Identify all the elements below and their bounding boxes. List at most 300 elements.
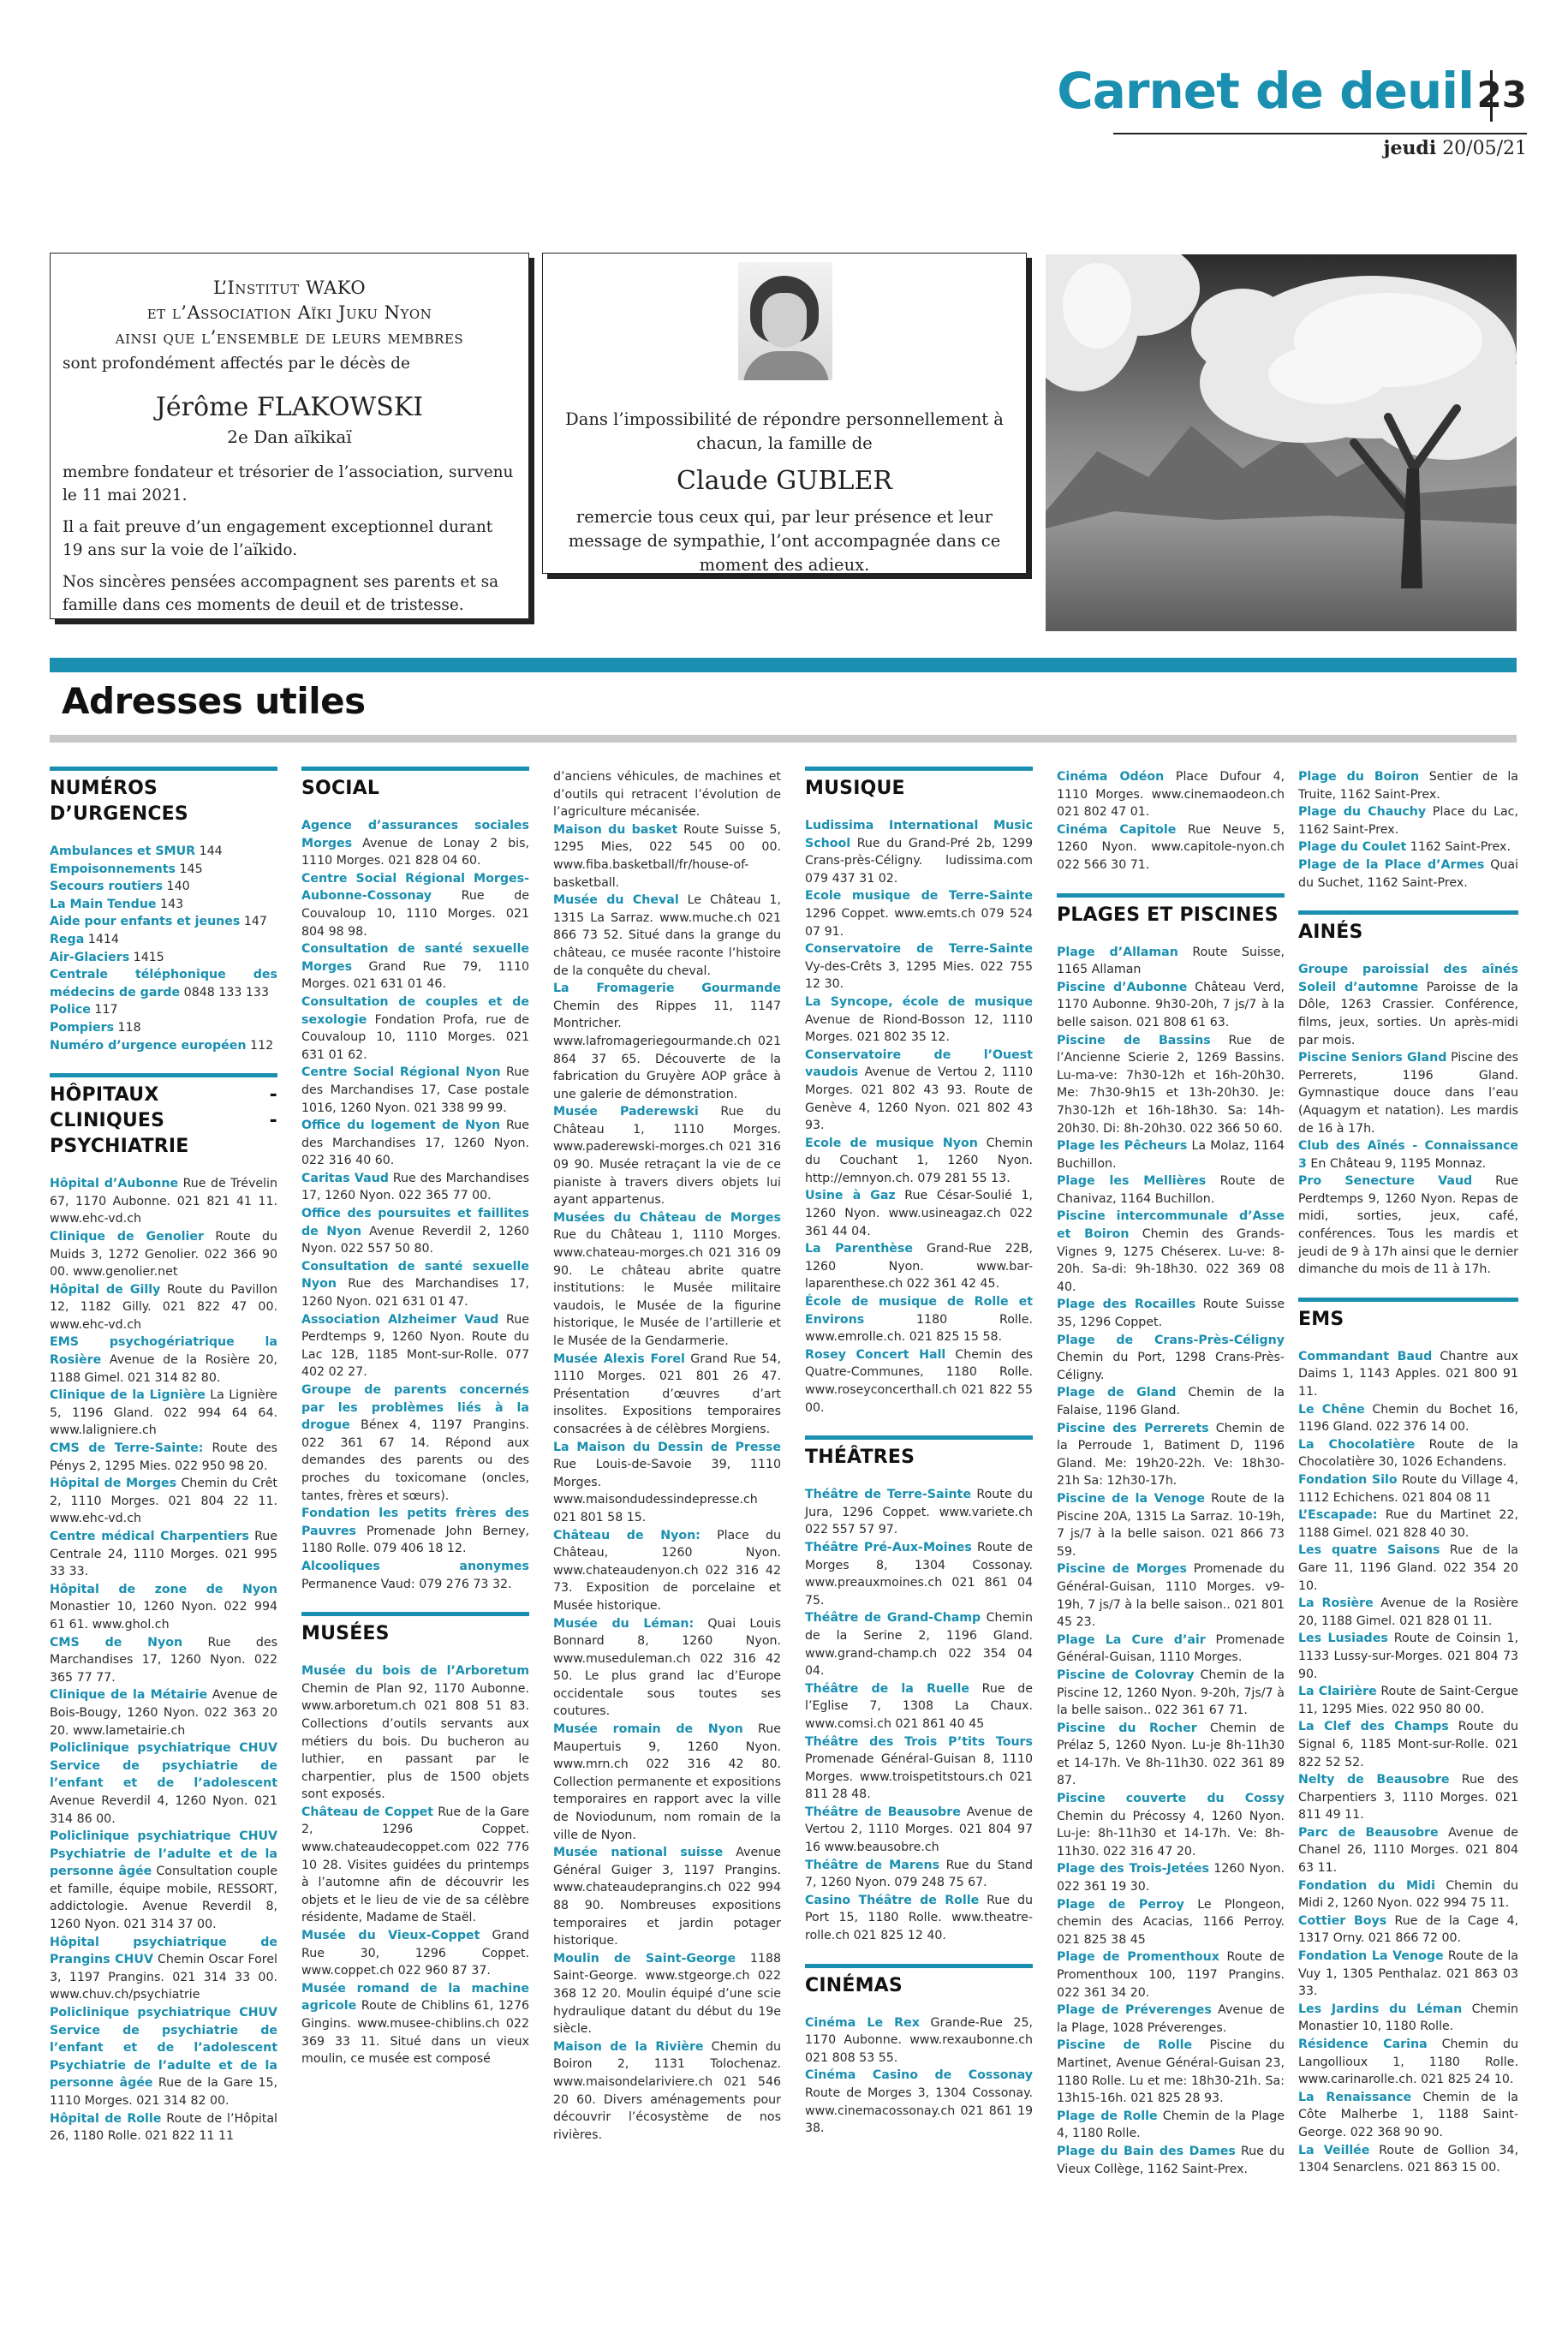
header-date	[1383, 137, 1527, 159]
entry-details: Chemin de la Serine 2, 1196 Gland. www.grand-champ.ch 022 354 04 04.	[805, 1611, 1034, 1679]
entry-details: Chemin des Rippes 11, 1147 Montricher. www.lafromageriegourmande.ch 021 864 37 65. Découverte de la fabrication du Gruyère AOP grâce à une galerie de démonstration.	[553, 999, 781, 1101]
entry-name: Plage du Boiron	[1298, 770, 1420, 784]
entry-details: Route du Signal 6, 1185 Mont-sur-Rolle. 021 822 52 52.	[1298, 1720, 1519, 1769]
list-item	[805, 1187, 1033, 1240]
entry-details: Avenue de Chanel 26, 1110 Morges. 021 804 63 11.	[1298, 1825, 1519, 1876]
entry-details: Avenue de Bois-Bougy, 1260 Nyon. 022 363 20 20. www.lametairie.ch	[50, 1688, 277, 1738]
entry-name: Piscine de Rolle	[1057, 2038, 1193, 2053]
column-6	[1298, 768, 1518, 2177]
entry-details: Promenade Général-Guisan 8, 1110 Morges. www.troispetitstours.ch 021 811 28 48.	[805, 1752, 1033, 1802]
entry-details: Grand Rue 79, 1110 Morges. 021 631 01 46.	[301, 959, 529, 992]
list-item	[50, 1334, 277, 1387]
entry-name: Ecole musique de Terre-Sainte	[805, 889, 1033, 904]
entry-details: 1296 Coppet. www.emts.ch 079 524 07 91.	[805, 906, 1033, 939]
list-item	[1057, 1032, 1285, 1138]
entry-name: Usine à Gaz	[805, 1189, 896, 1203]
entry-name: Piscine de Colovray	[1057, 1668, 1195, 1682]
entry-details: Chemin du Bochet 16, 1196 Gland. 022 376 14 00.	[1298, 1402, 1518, 1435]
entry-details: Quai du Suchet, 1162 Saint-Prex.	[1298, 857, 1518, 890]
list-item	[50, 1828, 277, 1934]
entry-details: Rue de l’Ancienne Scierie 2, 1269 Bassins. Lu-ma-ve: 7h30-12h et 16h-20h30. Me: 7h30-9h15 et 13h-20h30. Je: 7h30-12h et 16h-18h30. Sa: 14h-20h30. Di: 8h-20h30. 022 366 50 60.	[1057, 1033, 1285, 1136]
list-item	[50, 2004, 277, 2110]
entry-name: Plage de Promenthoux	[1057, 1950, 1219, 1965]
list-item	[553, 1439, 781, 1527]
list-item	[805, 1539, 1033, 1609]
list-item	[50, 1387, 277, 1440]
entry-name: Piscine de Bassins	[1057, 1033, 1211, 1047]
column-2	[301, 767, 529, 2068]
entry-name: La Clef des Champs	[1298, 1720, 1449, 1734]
blossom-tree-photo	[1046, 254, 1517, 631]
entry-name: Musée national suisse	[553, 1846, 724, 1860]
entry-name: Piscine d’Aubonne	[1057, 980, 1188, 994]
list-item	[805, 1680, 1033, 1733]
entry-name: Plage du Coulet	[1298, 840, 1407, 855]
list-item	[301, 1205, 529, 1258]
list-item	[50, 1228, 277, 1281]
list-item	[805, 1293, 1033, 1346]
entry-details: Avenue Reverdil 4, 1260 Nyon. 021 314 86 00.	[50, 1793, 277, 1826]
entry-details: Chemin Monastier 10, 1180 Rolle.	[1298, 2002, 1519, 2034]
list-item	[1057, 821, 1285, 874]
entry-details: Avenue de Riond-Bosson 12, 1110 Morges. 021 802 35 12.	[805, 1012, 1033, 1045]
obituary-notice-flakowski	[50, 253, 529, 619]
entry-details: Chemin de Prélaz 5, 1260 Nyon. Lu-je 8h-11h30 et 14-17h. Ve 8h-11h30. 022 361 89 87.	[1057, 1721, 1285, 1788]
list-item	[301, 1980, 529, 2068]
entry-details: 147	[240, 915, 267, 929]
list-musees-continued	[553, 768, 781, 2144]
list-item	[805, 993, 1033, 1047]
entry-name: Empoisonnements	[50, 862, 176, 876]
entry-name: Fondation Silo	[1298, 1473, 1398, 1487]
entry-details: Piscine du Martinet, Avenue Général-Guisan 23, 1180 Rolle. Lu et me: 18h30-21h. Sa: 13h15-16h. 021 825 28 93.	[1057, 2038, 1285, 2106]
entry-name: Policlinique psychiatrique CHUV Service de psychiatrie de l’enfant et de l’adolescent Psychiatrie de l’adulte et de la personne âgée	[50, 2006, 277, 2091]
header-day: jeudi	[1383, 137, 1437, 159]
entry-details: Rue des Marchandises 17, 1260 Nyon. 022 365 77 00.	[301, 1171, 529, 1203]
entry-details: Rue Centrale 24, 1110 Morges. 021 995 33 33.	[50, 1530, 278, 1579]
entry-name: Musée du Cheval	[553, 893, 679, 908]
entry-name: Rosey Concert Hall	[805, 1347, 946, 1362]
entry-details: Rue du Grand-Pré 2b, 1299 Crans-près-Céligny. ludissima.com 079 437 31 02.	[805, 836, 1033, 886]
entry-name: Pro Senecture Vaud	[1298, 1174, 1473, 1189]
entry-details: Promenade du Général-Guisan, 1110 Morges. v9-19h, 7 js/7 à la belle saison.. 021 801 45 23.	[1057, 1562, 1285, 1630]
entry-name: La Fromagerie Gourmande	[553, 982, 781, 996]
list-item	[1298, 1824, 1518, 1877]
entry-details: Avenue de Lonay 2 bis, 1110 Morges. 021 828 04 60.	[301, 836, 529, 868]
entry-name: Fondation les petits frères des Pauvres	[301, 1507, 529, 1538]
entry-details: Avenue Reverdil 2, 1260 Nyon. 022 557 50 80.	[301, 1224, 529, 1256]
notice-subtitle: 2e Dan aïkikaï	[227, 427, 352, 447]
entry-name: Plage du Chauchy	[1298, 805, 1427, 820]
entry-details: Avenue Général Guiger 3, 1197 Prangins. www.chateaudeprangins.ch 022 994 88 90. Nombreuses expositions temporaires et jardin potager historique.	[553, 1846, 781, 1948]
list-item	[1298, 768, 1518, 803]
entry-name: Théâtre des Trois P’tits Tours	[805, 1734, 1033, 1749]
list-item	[805, 1804, 1033, 1857]
list-item	[805, 1047, 1033, 1135]
list-item	[1298, 2036, 1518, 2089]
entry-name: Le Chêne	[1298, 1402, 1365, 1417]
entry-details: 1180 Rolle. www.emrolle.ch. 021 825 15 58.	[805, 1312, 1033, 1345]
entry-name: Numéro d’urgence européen	[50, 1038, 247, 1053]
entry-details: Route de Gollion 34, 1304 Senarclens. 021 863 15 00.	[1298, 2143, 1518, 2175]
entry-name: La Renaissance	[1298, 2090, 1412, 2104]
list-item	[50, 861, 277, 879]
list-item	[301, 1381, 529, 1505]
list-item	[1298, 838, 1518, 856]
list-item	[1057, 1560, 1285, 1631]
entry-details: La Molaz, 1164 Buchillon.	[1057, 1139, 1285, 1171]
entry-details: Route du Village 4, 1112 Echichens. 021 804 08 11	[1298, 1473, 1518, 1505]
list-item	[553, 892, 781, 980]
entry-details: Avenue de Vertou 2, 1110 Morges. 021 802 43 93. Route de Genève 4, 1260 Nyon. 021 802 43 93.	[805, 1065, 1033, 1133]
list-item	[50, 1001, 277, 1019]
list-item	[1057, 1790, 1285, 1860]
list-cinemas-continued	[1057, 768, 1285, 874]
entry-details: Chemin du Langolliouх 1, 1180 Rolle. www.carinarolle.ch. 021 825 24 10.	[1298, 2038, 1518, 2087]
list-item	[1057, 768, 1285, 821]
entry-details: Route de Morges 3, 1304 Cossonay. www.cinemacossonay.ch 021 861 19 38.	[805, 2086, 1033, 2136]
entry-details: 117	[90, 1003, 118, 1017]
list-item	[805, 1609, 1033, 1680]
list-item	[805, 1135, 1033, 1188]
entry-name: Police	[50, 1003, 91, 1017]
entry-name: Casino Théâtre de Rolle	[805, 1893, 980, 1907]
entry-name: Musée romain de Nyon	[553, 1722, 743, 1737]
list-aines	[1298, 961, 1518, 1279]
entry-details: Route de la Chocolatière 30, 1026 Echandens.	[1298, 1437, 1518, 1470]
list-item	[301, 1117, 529, 1170]
list-item	[553, 1615, 781, 1721]
entry-name: Les Lusiades	[1298, 1632, 1388, 1646]
list-item	[50, 966, 277, 1001]
list-item	[50, 1686, 277, 1739]
notice-name: Jérôme FLAKOWSKI	[155, 392, 424, 422]
entry-name: Plage de Perroy	[1057, 1897, 1184, 1912]
entry-details: Rue des Charpentiers 3, 1110 Morges. 021 811 49 11.	[1298, 1773, 1518, 1823]
list-item	[50, 878, 277, 896]
list-ems	[1298, 1348, 1518, 2177]
list-cinemas	[805, 2014, 1033, 2138]
entry-name: La Syncope, école de musique	[805, 994, 1033, 1009]
entry-details: Rue de la Gare 2, 1296 Coppet. www.chateaudecoppet.com 022 776 10 28. Visites guidées du printemps à l’automne afin de découvrir les objets et le lieu de vie de sa célèbre résidente, Madame de Staël.	[301, 1805, 529, 1925]
list-musees	[301, 1662, 529, 2068]
notice-paragraph-2: Il a fait preuve d’un engagement exceptionnel durant 19 ans sur la voie de l’aïkido.	[63, 518, 493, 559]
entry-details: Rue Perdtemps 9, 1260 Nyon. Route du Lac 12B, 1185 Mont-sur-Rolle. 077 402 02 27.	[301, 1312, 529, 1380]
list-item	[50, 1475, 277, 1528]
column-5	[1057, 768, 1285, 2178]
entry-details: Promenade Général-Guisan, 1110 Morges.	[1057, 1632, 1285, 1665]
entry-details: La Lignière 5, 1196 Gland. 022 994 64 64. www.laligniere.ch	[50, 1388, 277, 1438]
list-item	[1057, 1420, 1285, 1490]
entry-name: Plage de Crans-Près-Céligny	[1057, 1333, 1285, 1347]
entry-name: Musée du Vieux-Coppet	[301, 1929, 480, 1943]
entry-details: Chemin de Plan 92, 1170 Aubonne. www.arboretum.ch 021 808 51 83. Collections d’outils servants aux métiers du bois. Du bucheron au luthier, en passant par le charpentier, plus de 1500 objets sont exposés.	[301, 1681, 529, 1802]
entry-name: Pompiers	[50, 1020, 115, 1035]
entry-details: Route des Pénys 2, 1295 Mies. 022 950 98 20.	[50, 1441, 277, 1473]
list-item	[805, 887, 1033, 940]
entry-name: Théâtre de Terre-Sainte	[805, 1488, 971, 1502]
entry-details: Le Château 1, 1315 La Sarraz. www.muche.ch 021 866 73 52. Situé dans la grange du château, ce musée raconte l’histoire de la conquête du cheval.	[553, 893, 781, 978]
entry-details: Route de la Vuy 1, 1305 Penthalaz. 021 863 03 33.	[1298, 1949, 1518, 1999]
entry-name: Théâtre de Marens	[805, 1858, 940, 1872]
entry-name: L’Escapade:	[1298, 1508, 1378, 1523]
list-item	[1298, 1436, 1518, 1471]
list-item	[1057, 1720, 1285, 1790]
entry-details: Rue des Marchandises 17, 1260 Nyon. 022 365 77 77.	[50, 1635, 277, 1685]
entry-name: Plage de Gland	[1057, 1386, 1177, 1400]
entry-name: Ambulances et SMUR	[50, 844, 196, 858]
list-urgences	[50, 843, 277, 1054]
thanks-text	[555, 408, 1014, 577]
entry-details: Route de Chanivaz, 1164 Buchillon.	[1057, 1174, 1285, 1206]
entry-name: Plage du Bain des Dames	[1057, 2144, 1236, 2158]
header-rule	[1113, 133, 1527, 134]
entry-details: Avenue de Vertou 2, 1110 Morges. 021 804 97 16 www.beausobre.ch	[805, 1805, 1034, 1855]
entry-name: Cinéma Odéon	[1057, 770, 1165, 784]
page-header	[0, 0, 1568, 171]
entry-name: Piscine Seniors Gland	[1298, 1051, 1447, 1065]
entry-name: Résidence Carina	[1298, 2038, 1428, 2051]
entry-name: Consultation de santé sexuelle Nyon	[301, 1259, 529, 1292]
entry-name: Consultation de couples et de sexologie	[301, 994, 529, 1027]
list-item	[1298, 1049, 1518, 1137]
list-item	[1298, 1595, 1518, 1630]
entry-name: Consultation de santé sexuelle Morges	[301, 942, 529, 974]
entry-name: La Clairière	[1298, 1685, 1377, 1699]
list-item	[1298, 2142, 1518, 2177]
list-item	[553, 1103, 781, 1209]
thanks-name: Claude GUBLER	[677, 466, 892, 496]
heading-ems: EMS	[1298, 1298, 1518, 1333]
entry-details: 140	[163, 880, 190, 894]
entry-name: Nelty de Beausobre	[1298, 1773, 1450, 1787]
entry-name: Hôpital de Rolle	[50, 2111, 162, 2126]
entry-name: Aide pour enfants et jeunes	[50, 915, 241, 929]
entry-name: Piscine des Perrerets	[1057, 1421, 1209, 1435]
entry-name: Ecole de musique Nyon	[805, 1136, 978, 1150]
list-item	[1298, 1948, 1518, 2001]
entry-name: Les quatre Saisons	[1298, 1543, 1440, 1558]
entry-details: Chemin Oscar Forel 3, 1197 Prangins. 021 314 33 00. www.chuv.ch/psychiatrie	[50, 1953, 277, 2002]
list-item	[805, 940, 1033, 993]
entry-name: Centre Social Régional Morges-Aubonne-Cossonay	[301, 871, 529, 904]
entry-name: Cinéma Capitole	[1057, 822, 1177, 837]
entry-name: Plage de la Place d’Armes	[1298, 857, 1485, 872]
list-item	[805, 2067, 1033, 2137]
entry-details: Route Suisse 5, 1295 Mies, 022 545 00 00. www.fiba.basketball/fr/house-of-basketball.	[553, 822, 782, 890]
entry-name: Caritas Vaud	[301, 1171, 389, 1185]
list-item	[1298, 1630, 1518, 1683]
entry-details: Place du Château, 1260 Nyon. www.chateaudenyon.ch 022 316 42 73. Exposition de porcelaine et Musée historique.	[553, 1528, 781, 1613]
entry-details: Rue de la Cage 4, 1317 Orny. 021 866 72 00.	[1298, 1913, 1518, 1946]
list-item	[1298, 1877, 1518, 1912]
list-item	[1298, 856, 1518, 892]
list-item	[301, 1258, 529, 1311]
entry-name: Conservatoire de Terre-Sainte	[805, 942, 1033, 957]
list-item	[1298, 1348, 1518, 1401]
list-item	[805, 1892, 1033, 1945]
header-date-value: 20/05/21	[1442, 138, 1527, 159]
heading-musees: MUSÉES	[301, 1612, 529, 1647]
entry-name: Piscine de Morges	[1057, 1562, 1187, 1577]
entry-details: Route de la Piscine 20A, 1315 La Sarraz. 10-19h, 7 js/7 à la belle saison. 021 866 73 59.	[1057, 1491, 1285, 1559]
entry-details: Rue Louis-de-Savoie 39, 1110 Morges. www.maisondudessindepresse.ch 021 801 58 15.	[553, 1458, 781, 1524]
column-3	[553, 768, 781, 2144]
entry-details: Rue César-Soulié 1, 1260 Nyon. www.usineagaz.ch 022 361 44 04.	[805, 1189, 1034, 1238]
entry-name: Musées du Château de Morges	[553, 1210, 781, 1225]
entry-name: Fondation La Venoge	[1298, 1949, 1444, 1964]
entry-details: Rue de la Gare 11, 1196 Gland. 022 354 20 10.	[1298, 1543, 1519, 1593]
entry-details: d’anciens véhicules, de machines et d’outils qui retracent l’évolution de l’agriculture mécanisée.	[553, 770, 781, 820]
entry-details: Route de l’Hôpital 26, 1180 Rolle. 021 822 11 11	[50, 2111, 277, 2144]
heading-plages: PLAGES ET PISCINES	[1057, 893, 1285, 928]
entry-name: Les Jardins du Léman	[1298, 2002, 1463, 2016]
entry-name: Plage des Trois-Jetées	[1057, 1862, 1209, 1877]
entry-details: Rue du Vieux Collège, 1162 Saint-Prex.	[1057, 2144, 1285, 2176]
entry-details: Avenue de la Rosière 20, 1188 Gimel. 021 314 82 80.	[50, 1353, 277, 1385]
entry-details: Chantre aux Daims 1, 1143 Apples. 021 800 91 11.	[1298, 1349, 1518, 1399]
section-color-bar	[50, 658, 1517, 672]
entry-name: Secours routiers	[50, 880, 164, 894]
entry-name: Ludissima International Music School	[805, 819, 1033, 850]
list-item	[805, 1346, 1033, 1417]
entry-name: Moulin de Saint-George	[553, 1951, 736, 1966]
list-item	[50, 2110, 277, 2145]
list-item	[553, 768, 781, 821]
entry-details: Quai Louis Bonnard 8, 1260 Nyon. www.museduleman.ch 022 316 42 50. Le plus grand lac d’Europe occidentale sous toutes ses coutures.	[553, 1616, 781, 1719]
list-item	[1057, 944, 1285, 979]
entry-name: Cinéma Le Rex	[805, 2015, 920, 2030]
list-item	[805, 817, 1033, 887]
entry-name: Fondation du Midi	[1298, 1878, 1435, 1893]
entry-name: Hôpital de zone de Nyon	[50, 1582, 277, 1596]
entry-details: Route de Promenthoux 100, 1197 Prangins. 022 361 34 20.	[1057, 1950, 1285, 2000]
entry-name: Centre médical Charpentiers	[50, 1530, 249, 1543]
entry-details: Rue des Marchandises 17, 1260 Nyon. 022 316 40 60.	[301, 1119, 529, 1168]
entry-details: Rue Neuve 5, 1260 Nyon. www.capitole-nyon.ch 022 566 30 71.	[1057, 822, 1285, 872]
list-item	[1057, 1632, 1285, 1667]
list-item	[1298, 961, 1518, 1049]
entry-name: Rega	[50, 932, 85, 946]
list-item	[1057, 2037, 1285, 2107]
list-item	[50, 1019, 277, 1037]
list-item	[301, 1064, 529, 1117]
entry-name: Théâtre de la Ruelle	[805, 1681, 969, 1696]
entry-details: Route de Coinsin 1, 1133 Lussy-sur-Morges. 021 804 73 90.	[1298, 1632, 1518, 1681]
list-item	[1298, 803, 1518, 838]
list-item	[1057, 2143, 1285, 2178]
list-item	[301, 1662, 529, 1804]
entry-details: Chemin de la Falaise, 1196 Gland.	[1057, 1386, 1285, 1417]
entry-details: Bénex 4, 1197 Prangins. 022 361 67 14. Répond aux demandes des parents ou des proches du toxicomane (oncles, tantes, frères et sœurs).	[301, 1418, 529, 1503]
entry-name: Clinique de la Lignière	[50, 1388, 206, 1403]
list-item	[805, 1733, 1033, 1804]
entry-name: Théâtre de Beausobre	[805, 1805, 961, 1819]
list-item	[50, 949, 277, 967]
list-item	[1298, 1771, 1518, 1824]
entry-details: En Château 9, 1195 Monnaz.	[1306, 1156, 1487, 1171]
entry-name: Plage les Mellières	[1057, 1174, 1207, 1189]
entry-name: Centre Social Régional Nyon	[301, 1065, 501, 1080]
entry-details: 0848 133 133	[180, 985, 269, 999]
entry-name: Musée du Léman:	[553, 1616, 695, 1631]
list-item	[50, 1581, 277, 1634]
list-item	[301, 817, 529, 870]
entry-name: Hôpital de Gilly	[50, 1282, 161, 1297]
entry-name: Piscine intercommunale d’Asse et Boiron	[1057, 1209, 1285, 1242]
notice-head-3: ainsi que l’ensemble de leurs membres	[115, 327, 464, 348]
entry-name: Office du logement de Nyon	[301, 1119, 501, 1133]
list-item	[1298, 1137, 1518, 1172]
list-item	[1298, 2001, 1518, 2036]
entry-details: Chemin du Couchant 1, 1260 Nyon. http://emnyon.ch. 079 281 55 13.	[805, 1136, 1034, 1185]
notice-head-1: L’Institut WAKO	[212, 277, 367, 298]
list-item	[301, 1170, 529, 1205]
list-item	[1057, 2108, 1285, 2143]
entry-details: Rue de Couvaloup 10, 1110 Morges. 021 804 98 98.	[301, 889, 529, 939]
entry-name: Maison de la Rivière	[553, 2039, 704, 2054]
entry-name: Groupe paroissial des aînés Soleil d’automne	[1298, 963, 1518, 994]
list-item	[50, 931, 277, 949]
list-item	[553, 1721, 781, 1844]
entry-name: Plage de Préverenges	[1057, 2003, 1212, 2018]
heading-hopitaux: HÔPITAUX - CLINIQUES - PSYCHIATRIE	[50, 1073, 277, 1160]
entry-details: Piscine des Perrerets, 1196 Gland. Gymnastique douce dans l’eau (Aquagym et natation). Les mardis de 16 à 17h.	[1298, 1051, 1518, 1136]
heading-musique: MUSIQUE	[805, 767, 1033, 802]
list-plages	[1057, 944, 1285, 2179]
entry-name: Groupe de parents concernés par les problèmes liés à la drogue	[301, 1383, 529, 1433]
list-item	[805, 1857, 1033, 1892]
list-item	[301, 1927, 529, 1980]
entry-name: Club des Aînés - Connaissance 3	[1298, 1139, 1518, 1171]
entry-details: Route Suisse, 1165 Allaman	[1057, 945, 1285, 977]
entry-details: Chemin de la Plage 4, 1180 Rolle.	[1057, 2109, 1285, 2141]
notice-paragraph-3: Nos sincères pensées accompagnent ses parents et sa famille dans ces moments de deuil et de tristesse.	[63, 573, 499, 614]
heading-aines: AINÉS	[1298, 910, 1518, 946]
list-item	[50, 913, 277, 931]
notice-paragraph-1: membre fondateur et trésorier de l’association, survenu le 11 mai 2021.	[63, 463, 514, 504]
entry-name: Commandant Baud	[1298, 1349, 1433, 1363]
entry-name: Policlinique psychiatrique CHUV Psychiatrie de l’adulte et de la personne âgée	[50, 1829, 277, 1879]
list-item	[50, 896, 277, 914]
entry-name: La Maison du Dessin de Presse	[553, 1440, 781, 1454]
entry-details: Grande-Rue 25, 1170 Aubonne. www.rexaubonne.ch 021 808 53 55.	[805, 2015, 1033, 2065]
entry-details: Permanence Vaud: 079 276 73 32.	[301, 1577, 512, 1591]
entry-details: Rue des Marchandises 17, 1260 Nyon. 021 631 01 47.	[301, 1277, 529, 1310]
list-item	[50, 1037, 277, 1055]
entry-details: Avenue de la Plage, 1028 Préverenges.	[1057, 2003, 1285, 2035]
heading-theatres: THÉÂTRES	[805, 1435, 1033, 1471]
thanks-intro: Dans l’impossibilité de répondre personnellement à chacun, la famille de	[565, 409, 1004, 453]
entry-name: Hôpital de Morges	[50, 1477, 177, 1491]
section-title: Adresses utiles	[62, 680, 366, 722]
entry-details: Route du Muids 3, 1272 Genolier. 022 366 90 00. www.genolier.net	[50, 1229, 277, 1280]
list-item	[301, 870, 529, 940]
entry-details: 144	[195, 844, 223, 858]
entry-details: Route du Pavillon 12, 1182 Gilly. 021 822 47 00. www.ehc-vd.ch	[50, 1282, 277, 1332]
entry-details: Route du Jura, 1296 Coppet. www.variete.ch 022 557 57 97.	[805, 1488, 1033, 1537]
list-item	[553, 821, 781, 892]
entry-name: Plage d’Allaman	[1057, 945, 1178, 959]
list-item	[1057, 1384, 1285, 1419]
entry-details: Place Dufour 4, 1110 Morges. www.cinemaodeon.ch 021 802 47 01.	[1057, 770, 1285, 820]
entry-name: Alcooliques anonymes	[301, 1559, 529, 1573]
entry-details: Chemin de la Perroude 1, Batiment D, 1196 Gland. Me: 19h20-22h. Ve: 18h30-21h Sa: 12h30-17h.	[1057, 1421, 1285, 1489]
entry-name: Office des poursuites et faillites de Nyon	[301, 1207, 529, 1238]
list-item	[553, 1950, 781, 2038]
entry-name: Maison du basket	[553, 822, 678, 837]
list-item	[50, 1634, 277, 1687]
